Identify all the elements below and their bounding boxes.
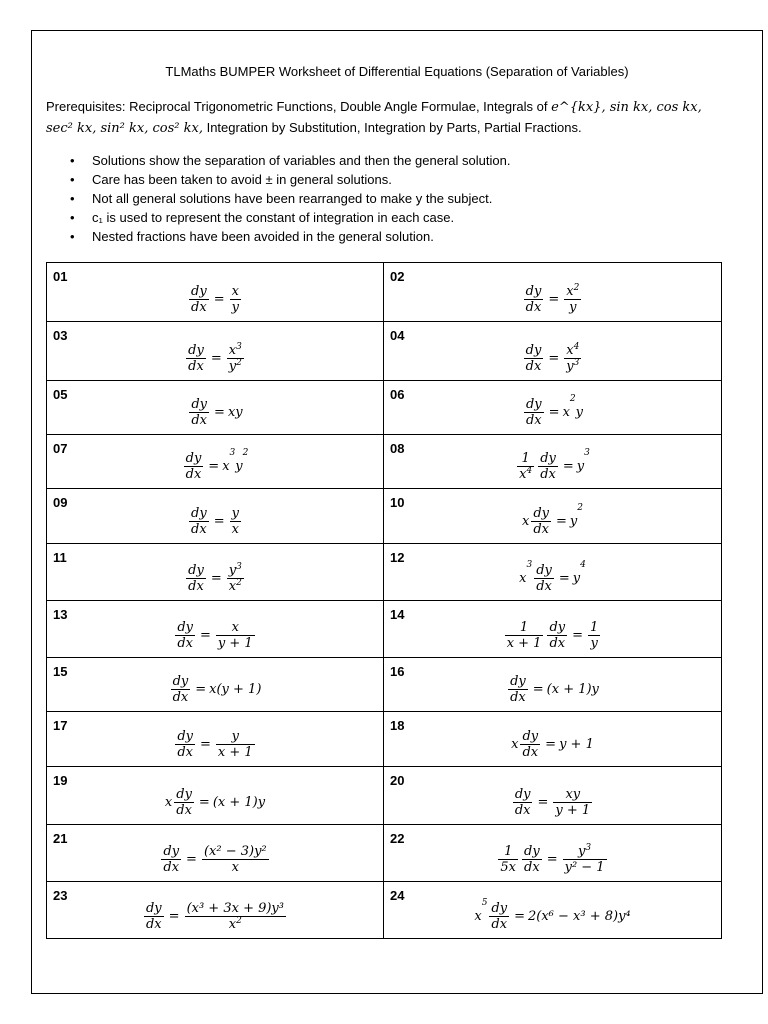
- question-number: 23: [53, 888, 68, 903]
- question-number: 03: [53, 328, 68, 343]
- equation: $\frac{1}{x + 1}$ $\frac{dy}{dx}$ = $\frac{1}{y}$: [506, 620, 599, 651]
- prerequisites: [46, 97, 751, 139]
- question-number: 05: [53, 387, 68, 402]
- question-cell: [384, 601, 722, 658]
- question-number: 18: [390, 718, 405, 733]
- equation: $\frac{dy}{dx}$ = $\frac{y}{x}$: [191, 506, 239, 537]
- equation: $\frac{dy}{dx}$ = $\frac{\text{(x² − 3)y²}}{x}$: [163, 844, 267, 875]
- equation: $\frac{dy}{dx}$ = xy: [191, 397, 243, 428]
- equation: $x^5$ $\frac{dy}{dx}$ = 2(x⁶ − x³ + 8)y⁴: [474, 898, 631, 932]
- question-cell: [384, 658, 722, 712]
- note-item: • Not all general solutions have been rearranged to make y the subject.: [62, 189, 510, 208]
- question-cell: [384, 544, 722, 601]
- question-cell: [47, 263, 384, 322]
- note-item: • Solutions show the separation of variables and then the general solution.: [62, 151, 510, 170]
- question-number: 13: [53, 607, 68, 622]
- question-cell: [47, 767, 384, 825]
- question-number: 24: [390, 888, 405, 903]
- note-item: • Care has been taken to avoid ± in general solutions.: [62, 170, 510, 189]
- question-number: 12: [390, 550, 405, 565]
- question-cell: [384, 322, 722, 381]
- question-number: 21: [53, 831, 68, 846]
- question-number: 14: [390, 607, 405, 622]
- equation: $\frac{dy}{dx}$ = $\frac{\text{(x³ + 3x + 9)y³}}{x^2}$: [145, 901, 284, 932]
- question-cell: [47, 825, 384, 882]
- question-cell: [47, 882, 384, 939]
- question-cell: [384, 381, 722, 435]
- question-number: 15: [53, 664, 68, 679]
- question-cell: [384, 263, 722, 322]
- equation: $\frac{dy}{dx}$ = x(y + 1): [172, 674, 262, 705]
- equation: $x^3$ $\frac{dy}{dx}$ = $y^4$: [519, 560, 586, 594]
- question-cell: [384, 712, 722, 767]
- question-cell: [47, 322, 384, 381]
- question-number: 22: [390, 831, 405, 846]
- question-cell: [384, 882, 722, 939]
- equation: $\frac{dy}{dx}$ = $x^3y^2$: [185, 448, 249, 482]
- question-cell: [47, 435, 384, 489]
- question-cell: [47, 601, 384, 658]
- note-item: • c₁ is used to represent the constant of integration in each case.: [62, 208, 510, 227]
- equation: $\frac{dy}{dx}$ = $x^2y$: [525, 394, 583, 428]
- question-cell: [384, 435, 722, 489]
- question-number: 07: [53, 441, 68, 456]
- q24-rhs: 2(x⁶ − x³ + 8)y⁴: [528, 909, 631, 924]
- question-number: 19: [53, 773, 68, 788]
- question-cell: [47, 544, 384, 601]
- equation: $\frac{dy}{dx}$ = $\frac{xy}{y + 1}$: [514, 787, 591, 818]
- question-cell: [384, 825, 722, 882]
- question-number: 01: [53, 269, 68, 284]
- question-number: 09: [53, 495, 68, 510]
- equation: x $\frac{dy}{dx}$ = (x + 1)y: [164, 787, 266, 818]
- equation: $\frac{dy}{dx}$ = $\frac{y^3}{x^2}$: [188, 562, 242, 594]
- equation: x $\frac{dy}{dx}$ = y + 1: [511, 729, 594, 760]
- question-number: 06: [390, 387, 405, 402]
- equation: $\frac{dy}{dx}$ = $\frac{x}{y + 1}$: [177, 620, 253, 651]
- q21-numerator: (x² − 3)y²: [203, 844, 267, 859]
- prerequisites-line2-math: sec² kx, sin² kx, cos² kx,: [46, 121, 203, 136]
- equation: $\frac{dy}{dx}$ = $\frac{x^2}{y}$: [525, 283, 580, 315]
- question-number: 04: [390, 328, 405, 343]
- worksheet-title: TLMaths BUMPER Worksheet of Differential Equations (Separation of Variables): [165, 64, 629, 79]
- question-number: 02: [390, 269, 405, 284]
- prerequisites-line2-text: Integration by Substitution, Integration by Parts, Partial Fractions.: [206, 120, 582, 135]
- question-number: 08: [390, 441, 405, 456]
- equation: $\frac{1}{5x}$ $\frac{dy}{dx}$ = $\frac{y^3}{\text{y² − 1}}$: [500, 843, 605, 875]
- question-number: 20: [390, 773, 405, 788]
- equation: $\frac{dy}{dx}$ = $\frac{x}{y}$: [191, 284, 239, 315]
- q23-numerator: (x³ + 3x + 9)y³: [186, 901, 284, 916]
- prerequisites-line1-text: Reciprocal Trigonometric Functions, Double Angle Formulae, Integrals of: [129, 99, 548, 114]
- question-cell: [47, 489, 384, 544]
- question-number: 16: [390, 664, 405, 679]
- notes-list: [62, 151, 510, 246]
- question-cell: [384, 489, 722, 544]
- equation: $\frac{dy}{dx}$ = $\frac{x^3}{y^2}$: [188, 342, 242, 374]
- equation: $\frac{1}{x^4}$ $\frac{dy}{dx}$ = $y^3$: [519, 448, 590, 482]
- question-cell: [47, 658, 384, 712]
- question-number: 17: [53, 718, 68, 733]
- questions-table: [46, 262, 722, 939]
- question-cell: [47, 712, 384, 767]
- note-item: • Nested fractions have been avoided in the general solution.: [62, 227, 510, 246]
- prerequisites-line1-math: e^{kx}, sin kx, cos kx,: [551, 100, 702, 115]
- question-cell: [384, 767, 722, 825]
- prerequisites-label: Prerequisites:: [46, 99, 126, 114]
- q22-denominator: y² − 1: [564, 860, 605, 875]
- equation: $\frac{dy}{dx}$ = (x + 1)y: [510, 674, 599, 705]
- question-cell: [47, 381, 384, 435]
- question-number: 11: [53, 550, 67, 565]
- question-number: 10: [390, 495, 405, 510]
- equation: $\frac{dy}{dx}$ = $\frac{y}{x + 1}$: [177, 729, 253, 760]
- equation: x $\frac{dy}{dx}$ = $y^2$: [521, 503, 583, 537]
- equation: $\frac{dy}{dx}$ = $\frac{x^4}{y^3}$: [525, 342, 580, 374]
